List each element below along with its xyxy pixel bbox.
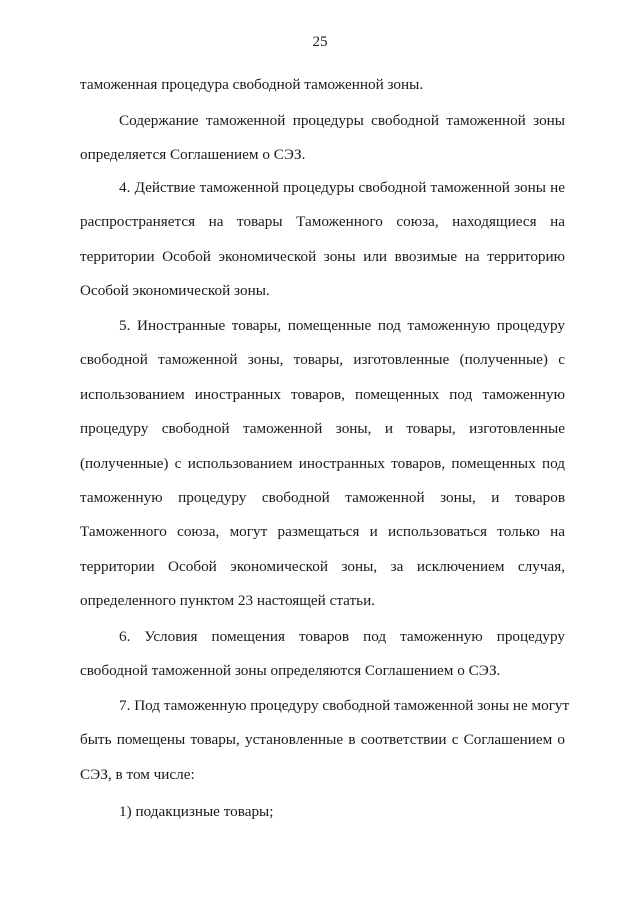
text-line: территории Особой экономической зоны или ввозимые на территорию [80,247,565,265]
text-line: Таможенного союза, могут размещаться и использоваться только на [80,523,565,541]
paragraph-item-7 [80,689,570,792]
text-line: 7. Под таможенную процедуру свободной таможенной зоны не могут [119,697,570,714]
text-line: свободной таможенной зоны определяются Соглашением о СЭЗ. [80,662,501,680]
text-line: таможенную процедуру свободной таможенной зоны, и товаров [80,488,565,506]
text-line: 1) подакцизные товары; [119,803,274,820]
page-number: 25 [312,34,328,50]
text-line: определяется Соглашением о СЭЗ. [80,146,306,164]
paragraph-continuation [80,68,565,102]
text-line: распространяется на товары Таможенного союза, находящиеся на [80,213,565,231]
paragraph-subitem-1 [80,795,565,829]
text-line: СЭЗ, в том числе: [80,765,195,783]
paragraph-content-definition [80,104,565,173]
text-line: Содержание таможенной процедуры свободной таможенной зоны [119,112,565,129]
paragraph-item-4 [80,171,565,309]
text-line: определенного пунктом 23 настоящей статьи. [80,592,375,610]
text-line: процедуру свободной таможенной зоны, и товары, изготовленные [80,420,565,438]
text-line: 4. Действие таможенной процедуры свободной таможенной зоны не [119,179,565,196]
paragraph-item-6 [80,620,565,689]
paragraph-item-5 [80,309,565,619]
text-line: 6. Условия помещения товаров под таможенную процедуру [119,628,565,645]
text-line: территории Особой экономической зоны, за исключением случая, [80,557,565,575]
text-line: таможенная процедура свободной таможенной зоны. [80,76,424,93]
text-line: использованием иностранных товаров, помещенных под таможенную [80,385,565,403]
text-line: (полученные) с использованием иностранных товаров, помещенных под [80,454,565,472]
text-line: Особой экономической зоны. [80,282,270,300]
text-line: быть помещены товары, установленные в соответствии с Соглашением о [80,731,565,749]
text-line: свободной таможенной зоны, товары, изготовленные (полученные) с [80,351,565,369]
text-line: 5. Иностранные товары, помещенные под таможенную процедуру [119,317,565,334]
